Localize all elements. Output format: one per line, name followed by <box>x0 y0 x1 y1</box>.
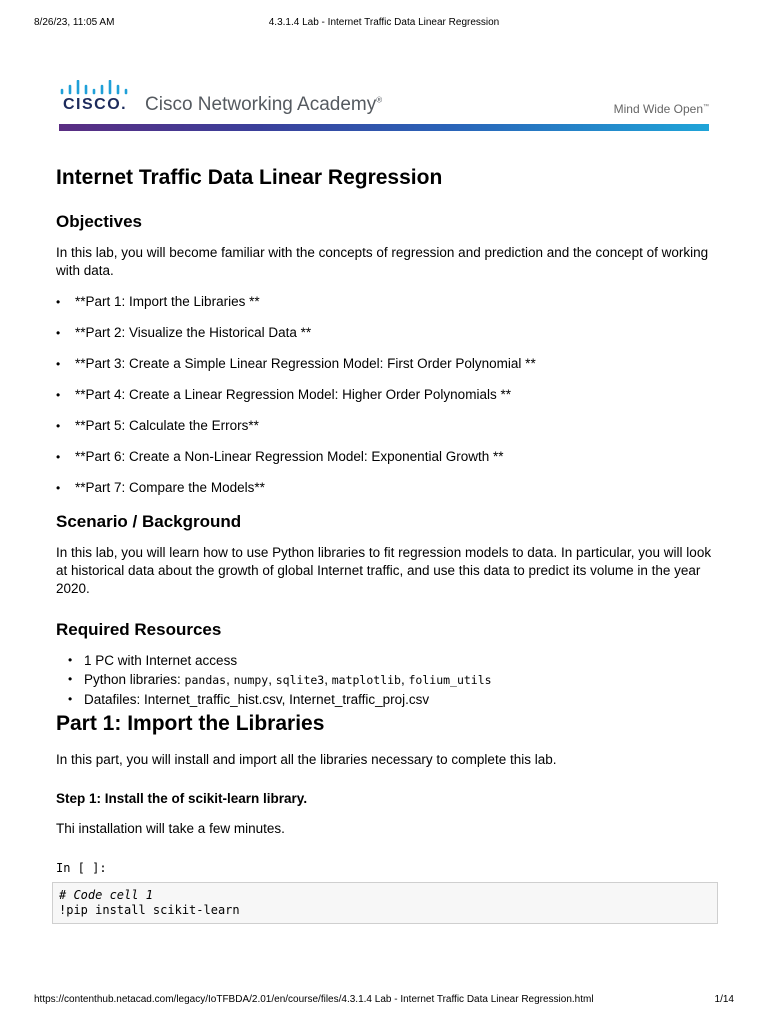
lib-sep: , <box>324 672 332 687</box>
lib-sep: , <box>400 672 409 687</box>
cisco-wordmark: CISCO. <box>63 96 128 113</box>
cisco-banner <box>59 76 709 132</box>
source-url[interactable]: https://contenthub.netacad.com/legacy/IoTFBDA/2.01/en/course/files/4.3.1.4 Lab - Internet Traffic Data Linear Regression.html <box>34 994 594 1005</box>
print-header <box>34 17 734 31</box>
objective-item: • **Part 4: Create a Linear Regression Model: Higher Order Polynomials ** <box>56 386 718 404</box>
tagline <box>614 102 709 116</box>
page-title: Internet Traffic Data Linear Regression <box>56 166 443 189</box>
banner-gradient-bar <box>59 124 709 131</box>
resource-item: • Datafiles: Internet_traffic_hist.csv, Internet_traffic_proj.csv <box>56 690 718 709</box>
resources-heading: Required Resources <box>56 620 222 639</box>
objective-item: • **Part 7: Compare the Models** <box>56 479 718 497</box>
libs-label: Python libraries: <box>84 672 185 687</box>
resources-list <box>56 651 718 709</box>
objective-item: • **Part 3: Create a Simple Linear Regression Model: First Order Polynomial ** <box>56 355 718 373</box>
tagline-text: Mind Wide Open <box>613 102 703 116</box>
objectives-list <box>56 293 718 497</box>
code-comment: # Code cell 1 <box>59 888 153 902</box>
lib-name: numpy <box>233 673 269 687</box>
scenario-text: In this lab, you will learn how to use Python libraries to fit regression models to data. In particular, you will look at historical data about the growth of global Internet traffic, and use this data to predict its volume in the year 2020. <box>56 545 712 596</box>
print-title: 4.3.1.4 Lab - Internet Traffic Data Linear Regression <box>268 17 500 28</box>
part1-intro: In this part, you will install and import all the libraries necessary to complete this lab. <box>56 752 557 767</box>
lib-name: matplotlib <box>331 673 401 687</box>
code-cell[interactable] <box>52 882 718 924</box>
objective-item: • **Part 6: Create a Non-Linear Regression Model: Exponential Growth ** <box>56 448 718 466</box>
part1-heading: Part 1: Import the Libraries <box>56 712 325 735</box>
lib-name: pandas <box>184 673 227 687</box>
academy-name-text: Cisco Networking Academy <box>145 94 377 115</box>
objectives-heading: Objectives <box>56 212 142 231</box>
objectives-intro: In this lab, you will become familiar with the concepts of regression and prediction and the concept of working with data. <box>56 245 709 278</box>
step1-heading: Step 1: Install the of scikit-learn library. <box>56 791 308 806</box>
scenario-heading: Scenario / Background <box>56 512 242 531</box>
lib-name: sqlite3 <box>275 673 325 687</box>
academy-name <box>145 94 382 116</box>
document-body <box>56 160 718 924</box>
resource-item: • 1 PC with Internet access <box>56 651 718 670</box>
resource-item <box>56 670 718 690</box>
code-command: !pip install scikit-learn <box>59 903 240 917</box>
objective-item: • **Part 1: Import the Libraries ** <box>56 293 718 311</box>
tagline-tm: ™ <box>703 104 709 110</box>
page-number: 1/14 <box>714 994 734 1005</box>
trademark-mark: ® <box>376 95 383 105</box>
lib-sep: , <box>226 672 234 687</box>
lib-name: folium_utils <box>408 673 492 687</box>
install-note: Thi installation will take a few minutes. <box>56 821 285 836</box>
print-datetime: 8/26/23, 11:05 AM <box>34 17 115 28</box>
lib-sep: , <box>268 672 276 687</box>
objective-item: • **Part 2: Visualize the Historical Data ** <box>56 324 718 342</box>
objective-item: • **Part 5: Calculate the Errors** <box>56 417 718 435</box>
cell-prompt: In [ ]: <box>56 861 107 875</box>
